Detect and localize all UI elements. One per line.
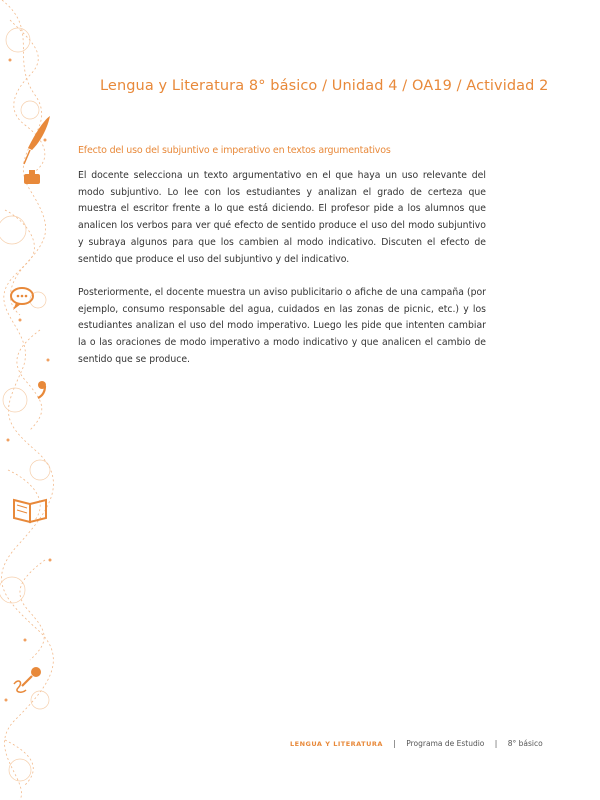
footer-subject: LENGUA Y LITERATURA	[290, 740, 383, 748]
footer-grade: 8° básico	[507, 739, 543, 748]
open-book-icon	[14, 500, 46, 522]
inkwell-icon	[24, 170, 40, 184]
paragraph: Posteriormente, el docente muestra un aviso publicitario o afiche de una campaña (por ejemplo, consumo responsable del agua, cuidados en las zonas de picnic, etc.) y los estudiantes analizan el uso del modo imperativo. Luego les pide que intenten cambiar la o las oraciones de modo imperativo a modo indicativo y que analicen el cambio de sentido que se produce.	[78, 287, 486, 365]
footer-separator: |	[393, 739, 396, 748]
decorative-side-border	[0, 0, 62, 800]
page-footer	[290, 739, 590, 748]
microphone-icon	[14, 667, 41, 692]
footer-separator: |	[494, 739, 498, 748]
paragraph: El docente selecciona un texto argumentativo en el que haya un uso relevante del modo subjuntivo. Lo lee con los estudiantes y analizan el grado de certeza que muestra el escritor frente a lo que está diciendo. El profesor pide a los alumnos que analicen los verbos para ver qué efecto de sentido produce el uso del modo subjuntivo y subraya algunos para que los cambien al modo indicativo. Discuten el efecto de sentido que produce el uso del subjuntivo y del indicativo.	[78, 170, 486, 265]
footer-program: Programa de Estudio	[406, 739, 485, 748]
speech-bubble-icon	[11, 288, 33, 310]
page-title: Lengua y Literatura 8° básico / Unidad 4 / OA19 / Actividad 2	[100, 78, 549, 94]
comma-icon	[38, 381, 46, 398]
section-heading: Efecto del uso del subjuntivo e imperativo en textos argumentativos	[78, 145, 391, 156]
